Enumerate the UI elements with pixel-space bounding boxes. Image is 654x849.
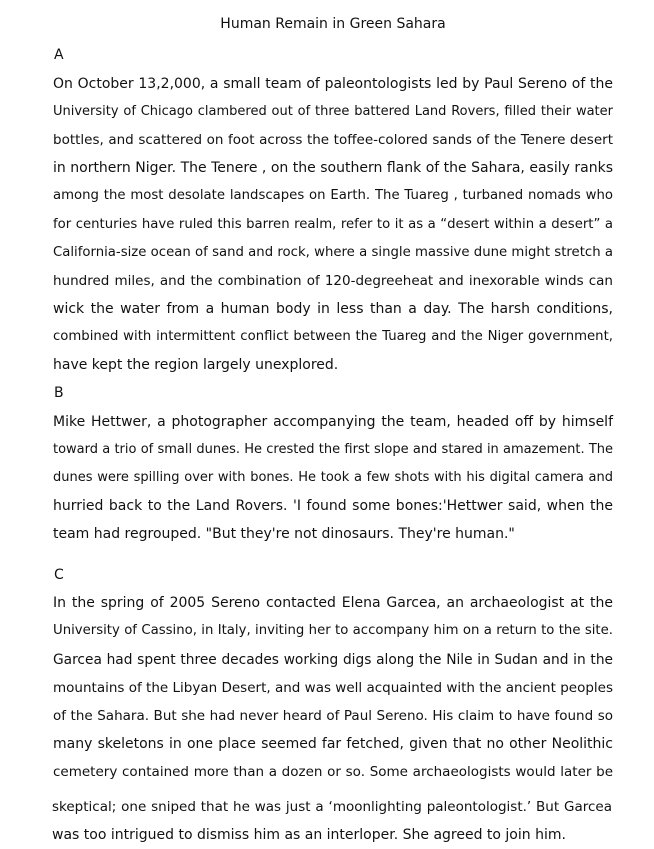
paragraph-line: University of Cassino, in Italy, inviting her to accompany him on a return to the site. [53,623,613,638]
paragraph-line: combined with intermittent conflict between the Tuareg and the Niger government, [53,329,613,344]
paragraph-line: have kept the region largely unexplored. [53,357,339,373]
paragraph-line: many skeletons in one place seemed far fetched, given that no other Neolithic [53,736,613,752]
paragraph-line: On October 13,2,000, a small team of paleontologists led by Paul Sereno of the [53,76,613,92]
paragraph-line: California-size ocean of sand and rock, where a single massive dune might stretch a [53,245,613,260]
section-heading-b: B [54,385,64,401]
paragraph-line: of the Sahara. But she had never heard of Paul Sereno. His claim to have found so [53,708,613,724]
paragraph-line: hundred miles, and the combination of 120-degreeheat and inexorable winds can [53,273,613,289]
paragraph-line: skeptical; one sniped that he was just a ‘moonlighting paleontologist.’ But Garcea [52,799,612,815]
paragraph-line: mountains of the Libyan Desert, and was well acquainted with the ancient peoples [53,680,613,696]
paragraph-line: University of Chicago clambered out of three battered Land Rovers, filled their water [53,104,613,119]
section-heading-c: C [54,567,64,583]
paragraph-line: Mike Hettwer, a photographer accompanying the team, headed off by himself [53,414,613,430]
document-title: Human Remain in Green Sahara [220,16,446,32]
paragraph-line: Garcea had spent three decades working digs along the Nile in Sudan and in the [53,652,613,668]
paragraph-line: among the most desolate landscapes on Earth. The Tuareg , turbaned nomads who [53,188,613,203]
paragraph-line: toward a trio of small dunes. He crested the first slope and stared in amazement. The [53,442,613,457]
section-heading-a: A [54,47,64,63]
paragraph-line: in northern Niger. The Tenere , on the southern flank of the Sahara, easily ranks [53,160,613,176]
paragraph-line: bottles, and scattered on foot across the toffee-colored sands of the Tenere desert [53,132,613,148]
paragraph-line: wick the water from a human body in less than a day. The harsh conditions, [53,301,613,317]
paragraph-line: team had regrouped. "But they're not dinosaurs. They're human." [53,526,515,542]
paragraph-line: cemetery contained more than a dozen or so. Some archaeologists would later be [53,764,613,780]
paragraph-line: was too intrigued to dismiss him as an interloper. She agreed to join him. [52,827,566,843]
paragraph-line: dunes were spilling over with bones. He took a few shots with his digital camera and [53,470,613,485]
paragraph-line: for centuries have ruled this barren realm, refer to it as a “desert within a desert” a [53,217,613,232]
paragraph-line: hurried back to the Land Rovers. 'I found some bones:'Hettwer said, when the [53,498,613,514]
paragraph-line: In the spring of 2005 Sereno contacted Elena Garcea, an archaeologist at the [53,595,613,611]
